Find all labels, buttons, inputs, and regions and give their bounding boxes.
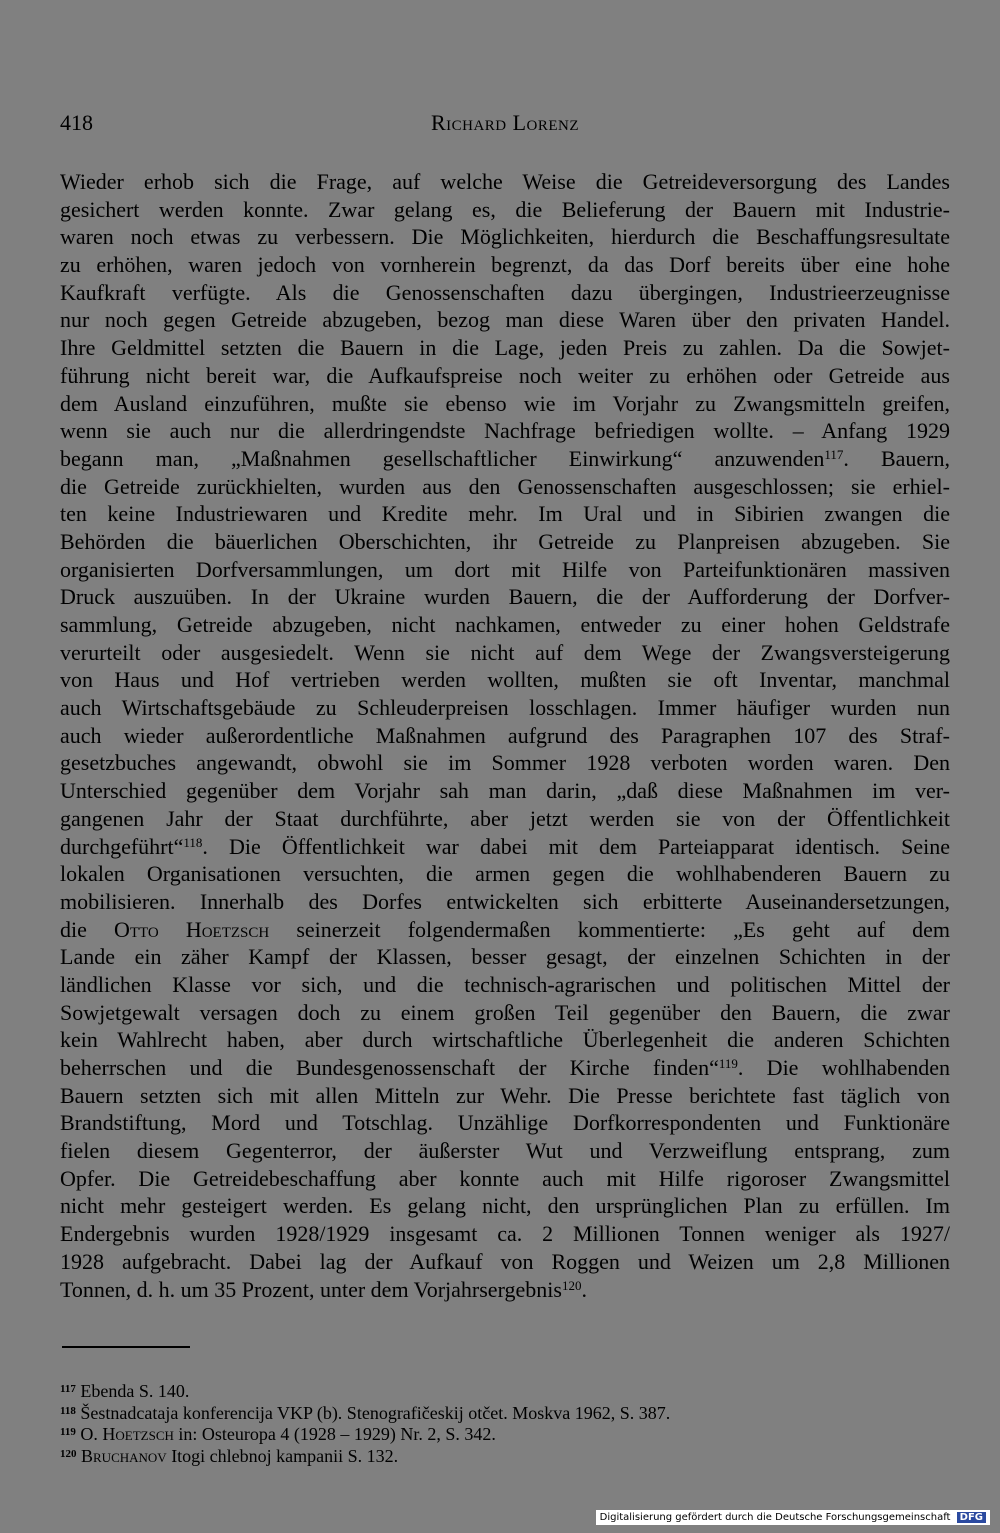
text-line: von Haus und Hof vertrieben werden wollten, mußten sie oft Inventar, manchmal bbox=[60, 667, 950, 693]
footnote-number: 120 bbox=[60, 1447, 77, 1460]
text-line: 1928 aufgebracht. Dabei lag der Aufkauf von Roggen und Weizen um 2,8 Millionen bbox=[60, 1248, 950, 1274]
text-line bbox=[60, 916, 950, 944]
text-line bbox=[60, 833, 950, 861]
text-line: Sowjetgewalt versagen doch zu einem großen Teil gegenüber den Bauern, die zwar bbox=[60, 999, 950, 1025]
text-line bbox=[60, 1276, 950, 1304]
footnote-text: in: Osteuropa 4 (1928 – 1929) Nr. 2, S. 342. bbox=[173, 1424, 496, 1444]
text-segment: seinerzeit folgendermaßen kommentierte: „Es geht auf dem bbox=[269, 916, 950, 942]
text-line: Kaufkraft verfügte. Als die Genossenschaften dazu übergingen, Industrieerzeugnisse bbox=[60, 279, 950, 305]
text-line: gesichert werden konnte. Zwar gelang es, die Belieferung der Bauern mit Industrie- bbox=[60, 196, 950, 222]
text-line: Endergebnis wurden 1928/1929 insgesamt ca. 2 Millionen Tonnen weniger als 1927/ bbox=[60, 1221, 950, 1247]
text-line: nur noch gegen Getreide abzugeben, bezog man diese Waren über den privaten Handel. bbox=[60, 307, 950, 333]
footnote-text: Itogi chlebnoj kampanii S. 132. bbox=[166, 1445, 399, 1466]
text-segment: . Die Öffentlichkeit war dabei mit dem Parteiapparat identisch. Seine bbox=[202, 833, 950, 859]
text-line: Bauern setzten sich mit allen Mitteln zur Wehr. Die Presse berichtete fast täglich von bbox=[60, 1082, 950, 1108]
text-segment: die bbox=[60, 916, 114, 942]
text-line: Ihre Geldmittel setzten die Bauern in die Lage, jeden Preis zu zahlen. Da die Sowjet- bbox=[60, 335, 950, 361]
text-line: lokalen Organisationen versuchten, die armen gegen die wohlhabenderen Bauern zu bbox=[60, 861, 950, 887]
text-line: organisierten Dorfversammlungen, um dort mit Hilfe von Parteifunktionären massiven bbox=[60, 556, 950, 582]
author-name: O. Hoetzsch bbox=[80, 1424, 174, 1444]
text-segment: begann man, „Maßnahmen gesellschaftlicher Einwirkung“ anzuwenden bbox=[60, 445, 825, 471]
footnote-divider bbox=[62, 1346, 190, 1348]
text-line: führung nicht bereit war, die Aufkaufspreise noch weiter zu erhöhen oder Getreide aus bbox=[60, 362, 950, 388]
text-line: waren noch etwas zu verbessern. Die Möglichkeiten, hierdurch die Beschaffungsresultate bbox=[60, 224, 950, 250]
text-segment: beherrschen und die Bundesgenossenschaft der Kirche finden“ bbox=[60, 1055, 719, 1080]
text-line: gesetzbuches angewandt, obwohl sie im Sommer 1928 verboten worden waren. Den bbox=[60, 750, 950, 776]
footnote bbox=[60, 1446, 950, 1468]
text-line: Wieder erhob sich die Frage, auf welche Weise die Getreideversorgung des Landes bbox=[60, 169, 950, 194]
text-line: sammlung, Getreide abzugeben, nicht nachkamen, entweder zu einer hohen Geldstrafe bbox=[60, 612, 950, 637]
text-line: ten keine Industriewaren und Kredite mehr. Im Ural und in Sibirien zwangen die bbox=[60, 501, 950, 527]
footnote bbox=[60, 1424, 950, 1446]
author-name: Bruchanov bbox=[81, 1445, 167, 1466]
text-line: Brandstiftung, Mord und Totschlag. Unzählige Dorfkorrespondenten und Funktionäre bbox=[60, 1110, 950, 1136]
footnote bbox=[60, 1403, 950, 1425]
body-text bbox=[60, 168, 950, 1303]
text-segment: . bbox=[581, 1276, 587, 1302]
digitization-credit bbox=[596, 1510, 990, 1525]
footnotes bbox=[60, 1381, 950, 1467]
dfg-logo: DFG bbox=[957, 1512, 986, 1523]
footnote-number: 119 bbox=[60, 1426, 76, 1438]
credit-text: Digitalisierung gefördert durch die Deutsche Forschungsgemeinschaft bbox=[599, 1512, 951, 1523]
footnote-text: Ebenda S. 140. bbox=[80, 1381, 190, 1401]
text-line: Lande ein zäher Kampf der Klassen, besser gesagt, der einzelnen Schichten in der bbox=[60, 944, 950, 970]
text-segment: . Die wohlhabenden bbox=[737, 1055, 951, 1080]
text-line: Druck auszuüben. In der Ukraine wurden Bauern, die der Aufforderung der Dorfver- bbox=[60, 584, 950, 610]
text-line: Unterschied gegenüber dem Vorjahr sah man darin, „daß diese Maßnahmen im ver- bbox=[60, 778, 950, 804]
text-line bbox=[60, 1054, 950, 1082]
page-number: 418 bbox=[60, 110, 93, 135]
footnote-text: Šestnadcataja konferencija VKP (b). Stenografičeskij otčet. Moskva 1962, S. 387. bbox=[80, 1402, 671, 1423]
text-segment: durchgeführt“ bbox=[60, 833, 184, 859]
text-line: kein Wahlrecht haben, aber durch wirtschaftliche Überlegenheit die anderen Schichten bbox=[60, 1027, 950, 1053]
text-line: dem Ausland einzuführen, mußte sie ebenso wie im Vorjahr zu Zwangsmitteln greifen, bbox=[60, 390, 950, 416]
text-line: auch Wirtschaftsgebäude zu Schleuderpreisen losschlagen. Immer häufiger wurden nun bbox=[60, 695, 950, 721]
footnote-ref-119[interactable]: 119 bbox=[718, 1056, 738, 1071]
footnote-number: 118 bbox=[60, 1404, 76, 1417]
text-line: Opfer. Die Getreidebeschaffung aber konnte auch mit Hilfe rigoroser Zwangsmittel bbox=[60, 1165, 950, 1191]
author-name: Otto Hoetzsch bbox=[113, 916, 270, 942]
footnote-ref-120[interactable]: 120 bbox=[561, 1277, 582, 1293]
footnote bbox=[60, 1381, 950, 1403]
text-line: wenn sie auch nur die allerdringendste Nachfrage befriedigen wollte. – Anfang 1929 bbox=[60, 418, 950, 444]
text-line bbox=[60, 445, 950, 473]
text-line: ländlichen Klasse vor sich, und die technisch-agrarischen und politischen Mittel der bbox=[60, 971, 950, 997]
text-line: fielen diesem Gegenterror, der äußerster Wut und Verzweiflung entsprang, zum bbox=[60, 1138, 950, 1164]
text-line: mobilisieren. Innerhalb des Dorfes entwickelten sich erbitterte Auseinandersetzungen, bbox=[60, 888, 950, 914]
text-segment: Tonnen, d. h. um 35 Prozent, unter dem Vorjahrsergebnis bbox=[60, 1276, 562, 1302]
text-line: zu erhöhen, waren jedoch von vornherein begrenzt, da das Dorf bereits über eine hohe bbox=[60, 252, 950, 278]
text-line: verurteilt oder ausgesiedelt. Wenn sie nicht auf dem Wege der Zwangsversteigerung bbox=[60, 639, 950, 665]
footnote-number: 117 bbox=[60, 1383, 76, 1395]
text-line: auch wieder außerordentliche Maßnahmen aufgrund des Paragraphen 107 des Straf- bbox=[60, 722, 950, 748]
page-header bbox=[60, 110, 950, 140]
text-line: die Getreide zurückhielten, wurden aus den Genossenschaften ausgeschlossen; sie erhiel- bbox=[60, 473, 950, 499]
text-line: gangenen Jahr der Staat durchführte, aber jetzt werden sie von der Öffentlichkeit bbox=[60, 805, 950, 831]
text-line: Behörden die bäuerlichen Oberschichten, ihr Getreide zu Planpreisen abzugeben. Sie bbox=[60, 528, 950, 554]
running-head: Richard Lorenz bbox=[430, 110, 580, 135]
footnote-ref-117[interactable]: 117 bbox=[824, 446, 844, 462]
text-segment: . Bauern, bbox=[843, 445, 950, 471]
text-line: nicht mehr gesteigert werden. Es gelang nicht, den ursprünglichen Plan zu erfüllen. Im bbox=[60, 1193, 950, 1219]
footnote-ref-118[interactable]: 118 bbox=[183, 834, 203, 850]
